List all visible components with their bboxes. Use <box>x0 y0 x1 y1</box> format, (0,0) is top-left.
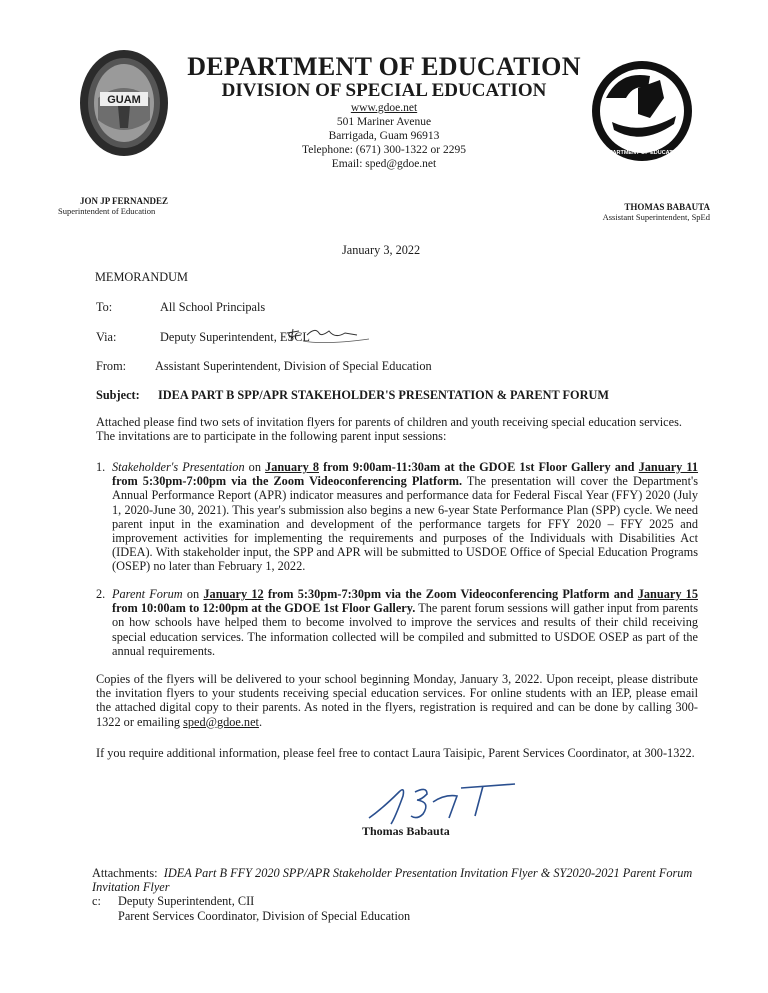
subject-label: Subject: <box>96 388 140 402</box>
via-initials-signature <box>285 323 375 352</box>
cc-recipient-1: Deputy Superintendent, CII <box>118 894 255 908</box>
to-label: To: <box>96 300 113 314</box>
assistant-superintendent-block <box>560 202 710 222</box>
cc-recipient-2: Parent Services Coordinator, Division of Special Education <box>118 909 411 923</box>
superintendent-block <box>58 196 270 216</box>
city-address: Barrigada, Guam 96913 <box>328 130 440 142</box>
street-address: 501 Mariner Avenue <box>336 116 432 128</box>
attachments-line: Attachments: IDEA Part B FFY 2020 SPP/APR Stakeholder Presentation Invitation Flyer & SY2020-2021 Parent Forum Invitation Flyer <box>92 866 693 895</box>
via-label: Via: <box>96 330 117 344</box>
memo-date: January 3, 2022 <box>342 243 421 257</box>
website-link[interactable]: www.gdoe.net <box>350 102 418 114</box>
contact-paragraph: If you require additional information, please feel free to contact Laura Taisipic, Parent Services Coordinator, at 300-1322. <box>96 746 695 760</box>
superintendent-title: Superintendent of Education <box>58 206 156 216</box>
from-label: From: <box>96 359 127 373</box>
svg-text:DEPARTMENT OF EDUCATION: DEPARTMENT OF EDUCATION <box>601 150 683 156</box>
parent-forum-item: Parent Forum on January 12 from 5:30pm-7:30pm via the Zoom Videoconferencing Platform and January 15 from 10:00am to 12:00pm at the GDOE 1st Floor Gallery. The parent forum sessions will gather input from parents on how schools have helped them to become involved to improve the services and results of their child receiving special education services. The information collected will be compiled and submitted to USDOE OSEP as part of the annual requirements. <box>112 587 698 658</box>
department-title: DEPARTMENT OF EDUCATION <box>187 52 581 81</box>
assistant-superintendent-name: THOMAS BABAUTA <box>624 202 710 212</box>
memo-heading: MEMORANDUM <box>95 270 188 284</box>
email: Email: sped@gdoe.net <box>331 158 437 170</box>
signature-name: Thomas Babauta <box>362 824 450 838</box>
intro-paragraph: Attached please find two sets of invitation flyers for parents of children and youth receiving special education services. The invitations are to participate in the following parent input sessions: <box>96 415 682 444</box>
sped-email-link[interactable]: sped@gdoe.net <box>183 714 259 729</box>
from-value: Assistant Superintendent, Division of Special Education <box>155 359 432 373</box>
cc-label: c: <box>92 894 101 908</box>
stakeholder-presentation-item: Stakeholder's Presentation on January 8 from 9:00am-11:30am at the GDOE 1st Floor Gallery and January 11 from 5:30pm-7:00pm via the Zoom Videoconferencing Platform. The presentation will cover the Department's Annual Performance Report (APR) indicator measures and performance data for Federal Fiscal Year (FFY) 2020 (July 1, 2020-June 30, 2021). This year's submission also begins a new 6-year State Performance Plan (SPP) cycle. We need parent input in the examination and development of the performance targets for FFY 2020 – FFY 2025 and improvement activities for implementing the requirements and purposes of the Individuals with Disabilities Act (IDEA). With stakeholder input, the SPP and APR will be submitted to USDOE Office of Special Education Programs (OSEP) no later than February 1, 2022. <box>112 460 699 574</box>
item1-number: 1. <box>96 460 106 474</box>
subject-value: IDEA PART B SPP/APR STAKEHOLDER'S PRESENTATION & PARENT FORUM <box>158 388 609 402</box>
assistant-superintendent-title: Assistant Superintendent, SpEd <box>602 212 710 222</box>
seal-text: GUAM <box>107 94 141 106</box>
superintendent-name: JON JP FERNANDEZ <box>80 196 169 206</box>
copies-paragraph: Copies of the flyers will be delivered to your school beginning Monday, January 3, 2022. Upon receipt, please distribute the invitation flyers to your students receiving special education services. For online students with an IEP, please email the attached digital copy to their parents. As noted in the flyers, registration is required and can be done by calling 300-1322 or emailing sped@gdoe.net. <box>96 672 698 729</box>
telephone: Telephone: (671) 300-1322 or 2295 <box>302 144 466 156</box>
to-value: All School Principals <box>160 300 266 314</box>
division-title: DIVISION OF SPECIAL EDUCATION <box>221 80 547 101</box>
item2-number: 2. <box>96 587 106 601</box>
via-value: Deputy Superintendent, ESCL <box>160 330 310 344</box>
